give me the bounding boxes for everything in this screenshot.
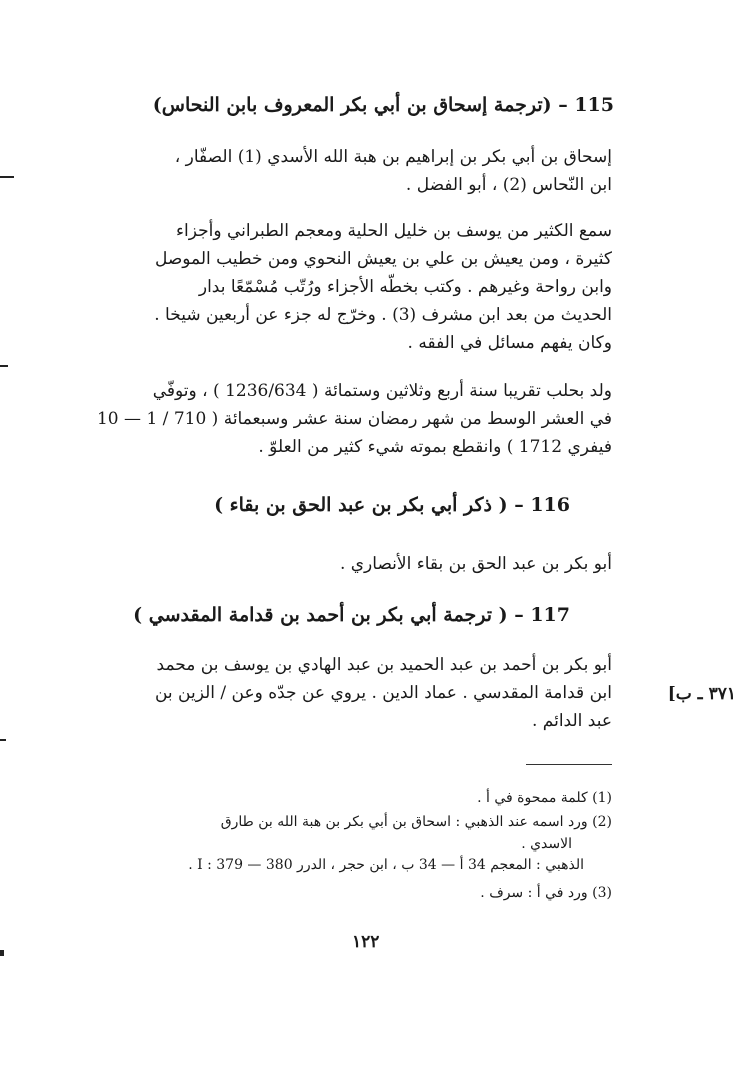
entry-116-heading: 116 – ( ذكر أبي بكر بن عبد الحق بن بقاء ) [214, 494, 570, 516]
entry-115-paragraph-line: كثيرة ، ومن يعيش بن علي بن يعيش النحوي ومن خطيب الموصل [154, 249, 612, 269]
footnote: (3) ورد في أ : سرف . [480, 885, 612, 901]
entry-117-line: عبد الدائم . [531, 711, 612, 731]
entry-115-paragraph-line: الحديث من بعد ابن مشرف (3) . وخرّج له جزء عن أربعين شيخا . [154, 305, 612, 325]
footnote: (2) ورد اسمه عند الذهبي : اسحاق بن أبي بكر بن هبة الله بن طارق [220, 814, 612, 830]
margin-mark [0, 950, 4, 956]
entry-115-heading: 115 – (ترجمة إسحاق بن أبي بكر المعروف بابن النحاس) [152, 94, 614, 116]
margin-mark [0, 739, 6, 741]
footnote: الاسدي . [521, 836, 572, 852]
footnote-rule [526, 764, 612, 765]
margin-mark [0, 365, 8, 367]
entry-115-line: ابن النّحاس (2) ، أبو الفضل . [405, 175, 612, 195]
entry-117-line: أبو بكر بن أحمد بن عبد الحميد بن عبد الهادي بن يوسف بن محمد [156, 655, 612, 675]
entry-115-paragraph-line: ولد بحلب تقريبا سنة أربع وثلاثين وستمائة ( 1236/634 ) ، وتوفّي [152, 381, 612, 401]
entry-115-paragraph-line: في العشر الوسط من شهر رمضان سنة عشر وسبعمائة ( 710 / 1 — 10 [96, 409, 612, 429]
entry-117-heading: 117 – ( ترجمة أبي بكر بن أحمد بن قدامة المقدسي ) [133, 604, 570, 626]
margin-mark [0, 176, 14, 178]
entry-116-line: أبو بكر بن عبد الحق بن بقاء الأنصاري . [339, 554, 612, 574]
entry-115-paragraph-line: وابن رواحة وغيرهم . وكتب بخطّه الأجزاء ورُتّب مُسْمّعًا بدار [198, 277, 612, 297]
entry-117-line: ابن قدامة المقدسي . عماد الدين . يروي عن جدّه وعن / الزين بن [154, 683, 612, 703]
entry-115-paragraph-line: سمع الكثير من يوسف بن خليل الحلية ومعجم الطبراني وأجزاء [176, 221, 612, 241]
entry-115-line: إسحاق بن أبي بكر بن إبراهيم بن هبة الله الأسدي (1) الصفّار ، [174, 147, 612, 167]
footnote: (1) كلمة ممحوة في أ . [477, 790, 612, 806]
manuscript-folio-ref: ٣٧١ ـ ب] [667, 684, 736, 704]
footnote: الذهبي : المعجم 34 أ — 34 ب ، ابن حجر ، الدرر I : 379 — 380 . [188, 857, 584, 873]
entry-115-paragraph-line: فيفري 1712 ) وانقطع بموته شيء كثير من العلوّ . [258, 437, 612, 457]
page-number: ١٢٢ [352, 932, 380, 952]
entry-115-paragraph-line: وكان يفهم مسائل في الفقه . [407, 333, 612, 353]
